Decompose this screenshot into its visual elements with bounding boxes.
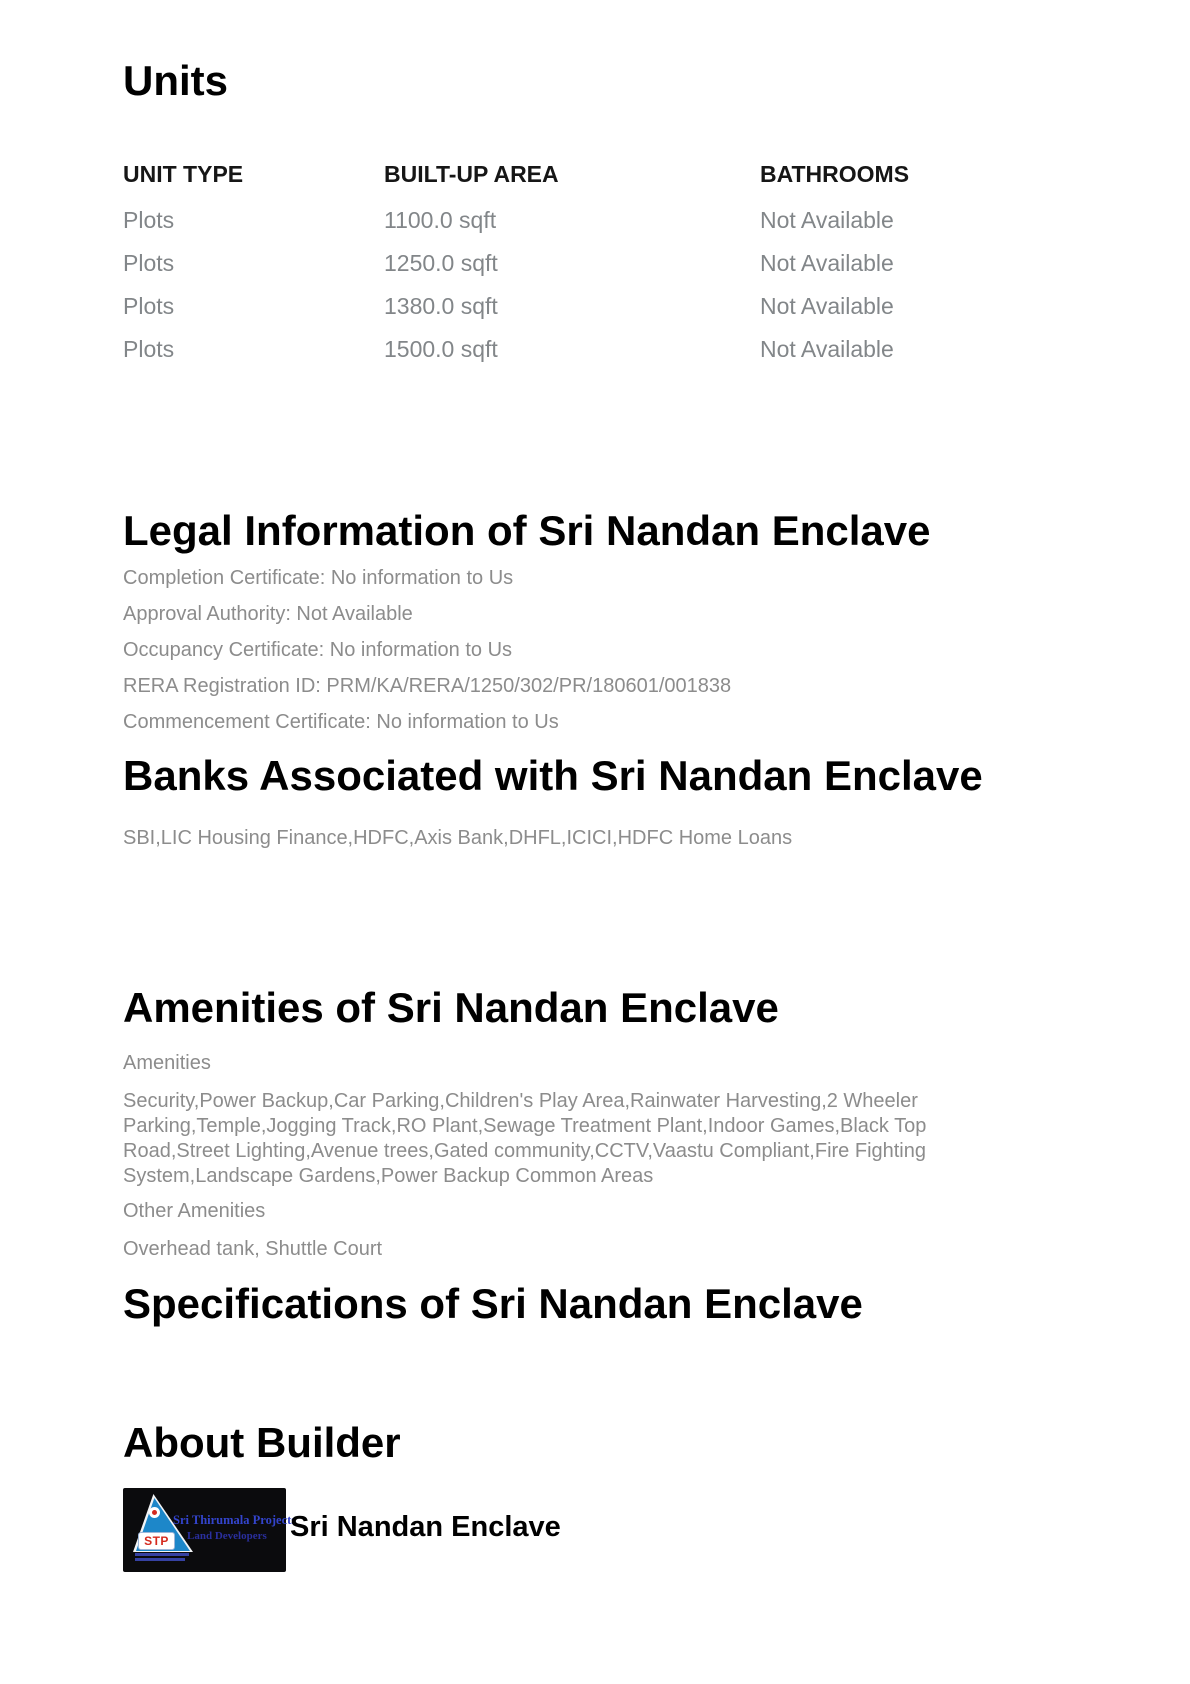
legal-section-title: Legal Information of Sri Nandan Enclave: [123, 507, 931, 554]
legal-line-completion-certificate: Completion Certificate: No information to Us: [123, 567, 514, 589]
built-up-area-cell: 1250.0 sqft: [384, 250, 498, 276]
banks-section-title: Banks Associated with Sri Nandan Enclave: [123, 752, 983, 799]
logo-red-dot-icon: [152, 1510, 157, 1515]
logo-monogram: STP: [144, 1534, 169, 1548]
legal-line-approval-authority: Approval Authority: Not Available: [123, 603, 413, 625]
amenities-list: Security,Power Backup,Car Parking,Children's Play Area,Rainwater Harvesting,2 Wheeler Parking,Temple,Jogging Track,RO Plant,Sewage Treatment Plant,Indoor Games,Black Top Road,Street Lighting,Avenue trees,Gated community,CCTV,Vaastu Compliant,Fire Fighting System,Landscape Gardens,Power Backup Common Areas: [123, 1090, 927, 1187]
logo-monogram-box: [138, 1532, 175, 1550]
built-up-area-cell: 1100.0 sqft: [384, 207, 497, 233]
units-column-built-up-area: BUILT-UP AREA: [384, 161, 559, 187]
units-column-bathrooms: BATHROOMS: [760, 161, 910, 187]
logo-fine-print-line: [135, 1553, 189, 1556]
bathrooms-cell: Not Available: [760, 336, 894, 362]
units-section-title: Units: [123, 57, 228, 104]
units-table-header-row: [123, 161, 909, 189]
builder-name: Sri Nandan Enclave: [290, 1511, 561, 1543]
unit-type-cell: Plots: [123, 336, 175, 362]
unit-type-cell: Plots: [123, 207, 175, 233]
table-row: [123, 293, 894, 321]
unit-type-cell: Plots: [123, 293, 175, 319]
other-amenities-label: Other Amenities: [123, 1200, 266, 1222]
logo-tagline: Land Developers: [187, 1530, 267, 1542]
table-row: [123, 250, 894, 278]
other-amenities-list: Overhead tank, Shuttle Court: [123, 1238, 383, 1260]
logo-fine-print-line: [135, 1558, 185, 1561]
amenities-section-title: Amenities of Sri Nandan Enclave: [123, 984, 779, 1031]
unit-type-cell: Plots: [123, 250, 175, 276]
banks-list: SBI,LIC Housing Finance,HDFC,Axis Bank,DHFL,ICICI,HDFC Home Loans: [123, 827, 793, 849]
built-up-area-cell: 1380.0 sqft: [384, 293, 498, 319]
built-up-area-cell: 1500.0 sqft: [384, 336, 498, 362]
units-column-unit-type: UNIT TYPE: [123, 161, 244, 187]
about-builder-section-title: About Builder: [123, 1419, 401, 1466]
bathrooms-cell: Not Available: [760, 293, 894, 319]
bathrooms-cell: Not Available: [760, 207, 894, 233]
builder-logo: [123, 1488, 297, 1572]
table-row: [123, 336, 894, 364]
legal-line-commencement-certificate: Commencement Certificate: No information to Us: [123, 711, 559, 733]
amenities-label: Amenities: [123, 1052, 211, 1074]
specifications-section-title: Specifications of Sri Nandan Enclave: [123, 1280, 863, 1327]
logo-company-name: Sri Thirumala Projects: [173, 1513, 297, 1527]
legal-line-rera-registration-id: RERA Registration ID: PRM/KA/RERA/1250/302/PR/180601/001838: [123, 675, 732, 697]
table-row: [123, 207, 894, 235]
bathrooms-cell: Not Available: [760, 250, 894, 276]
logo-sun-icon: [149, 1507, 160, 1518]
legal-line-occupancy-certificate: Occupancy Certificate: No information to Us: [123, 639, 513, 661]
